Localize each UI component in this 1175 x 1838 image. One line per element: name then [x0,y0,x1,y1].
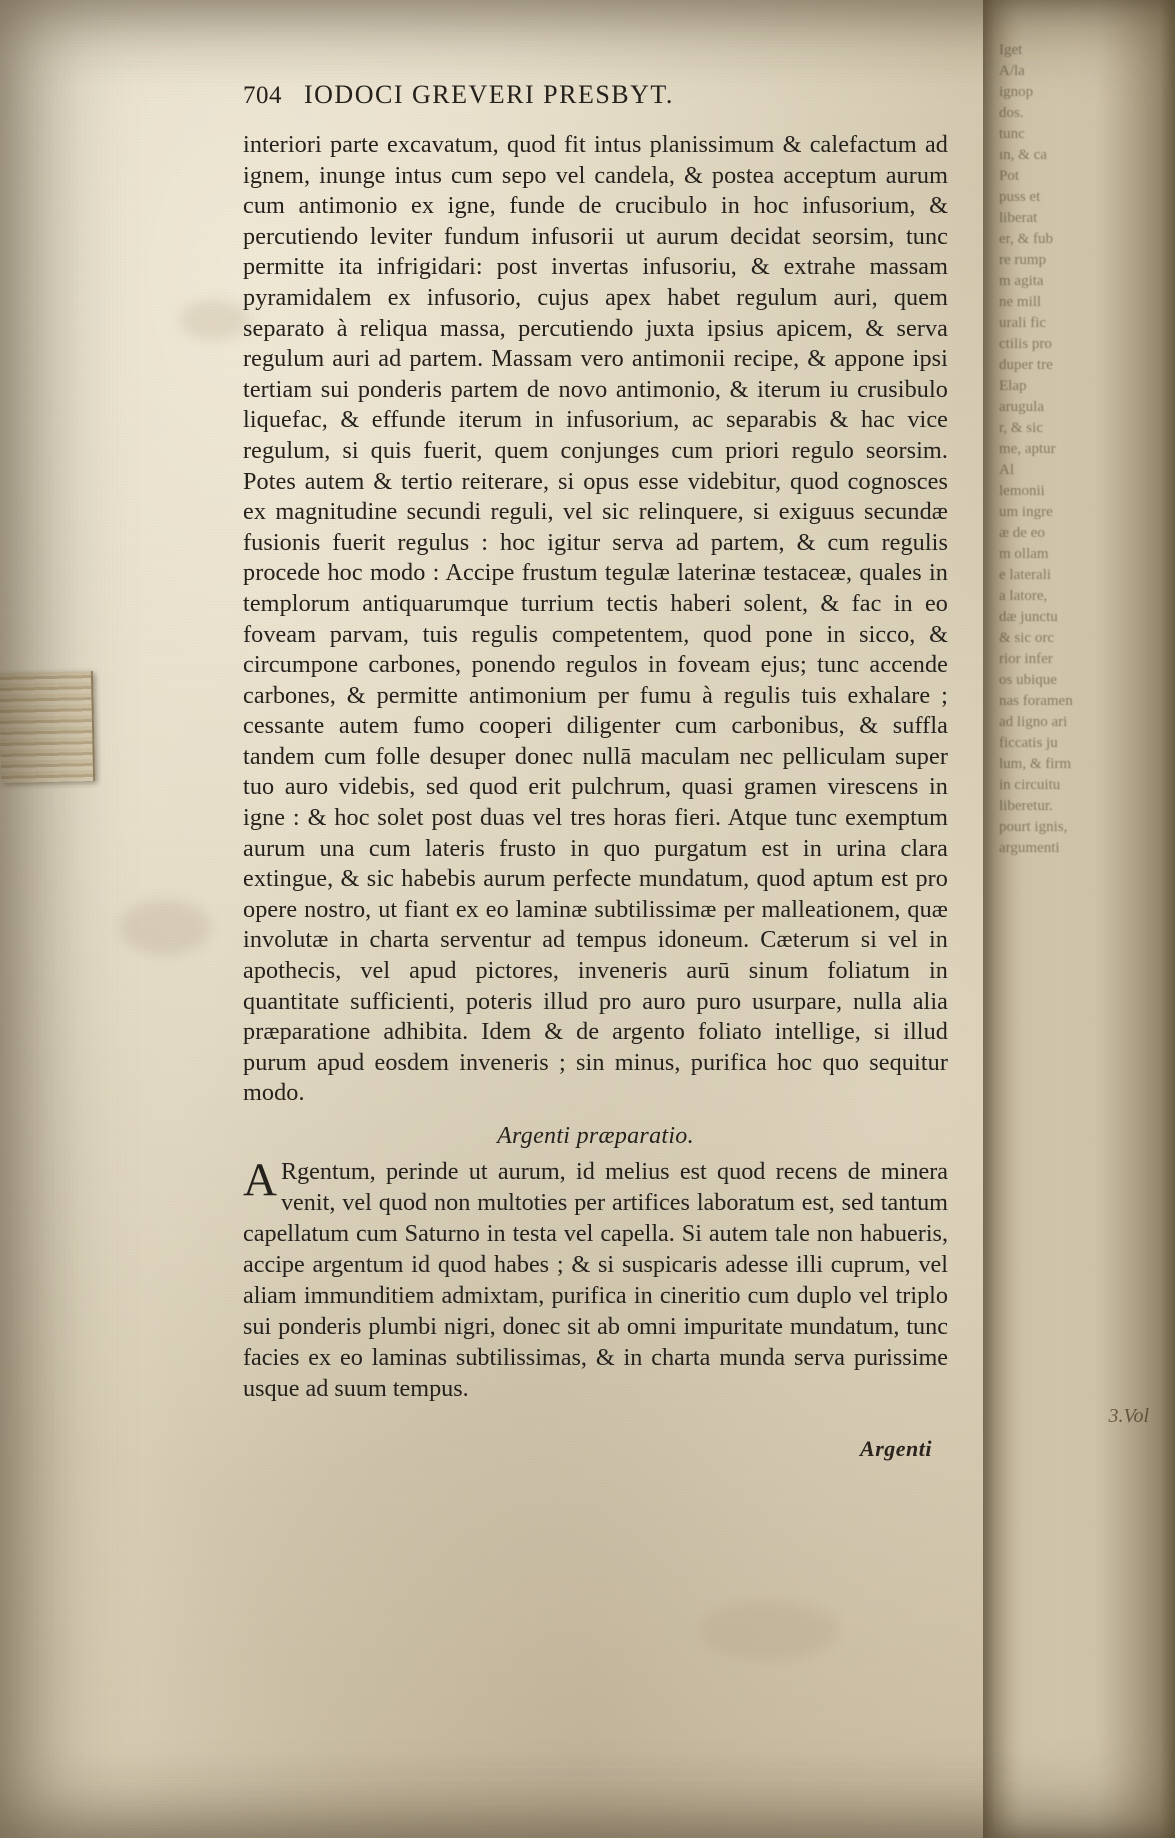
facing-line: argumenti [999,840,1060,856]
facing-line: er, & fub [999,231,1053,247]
facing-line: pourt ignis, [999,819,1068,835]
facing-line: Al [999,462,1014,478]
facing-line: e laterali [999,567,1052,583]
facing-line: ne mill [999,294,1042,310]
page-edge-fragment [0,671,95,783]
folio-number: 704 [243,82,282,109]
facing-line: puss et [999,189,1041,205]
facing-line: dæ junctu [999,609,1058,625]
facing-line: in circuitu [999,777,1061,793]
facing-line: & sic orc [999,630,1054,646]
facing-page-text [999,40,1167,859]
facing-line: Pot [999,168,1020,184]
facing-line: æ de eo [999,525,1045,541]
section-heading: Argenti præparatio. [497,1123,694,1149]
facing-line: ad ligno ari [999,714,1068,730]
facing-line: dos. [999,105,1024,121]
facing-line: lum, & firm [999,756,1072,772]
facing-line: re rump [999,252,1047,268]
facing-line: arugula [999,399,1044,415]
drop-cap: A [243,1154,277,1206]
facing-line: m agita [999,273,1044,289]
facing-line: ın, & ca [999,147,1047,163]
facing-line: rior infer [999,651,1053,667]
facing-line: ficcatis ju [999,735,1058,751]
running-title: IODOCI GREVERI PRESBYT. [304,80,674,109]
facing-line: r, & sic [999,420,1043,436]
facing-line: me, aptur [999,441,1056,457]
facing-page-catchword: 3.Vol [1108,1405,1149,1427]
facing-line: Iget [999,42,1023,58]
paper-stain [700,1600,840,1660]
facing-line: um ingre [999,504,1053,520]
facing-line: ignop [999,84,1034,100]
facing-line: m ollam [999,546,1049,562]
catchword: Argenti [860,1436,932,1461]
facing-line: liberat [999,210,1038,226]
section-body-text [243,1156,948,1404]
facing-line: urali fic [999,315,1047,331]
facing-line: liberetur. [999,798,1053,814]
facing-line: nas foramen [999,693,1073,709]
facing-line: duper tre [999,357,1053,373]
paper-stain [120,900,210,955]
facing-line: A/la [999,63,1025,79]
facing-line: ctilis pro [999,336,1052,352]
paragraph: Rgentum, perinde ut aurum, id melius est quod recens de minera venit, vel quod non multoties per artifices laboratum est, sed tantum capellatum cum Saturno in testa vel capella. Si autem tale non habueris, accipe argentum id quod habes ; & si suspicaris adesse illi cuprum, vel aliam immunditiem admixtam, purifica in cineritio cum duplo vel triplo sui ponderis plumbi nigri, donec sit ab omni impuritate mundatum, tunc facies ex eo laminas subtilissimas, & in charta munda serva purissime usque ad suum tempus. [243,1158,948,1402]
facing-line: tunc [999,126,1025,142]
text-column [243,80,948,1461]
facing-page [983,0,1175,1838]
facing-line: os ubique [999,672,1057,688]
paragraph: interiori parte excavatum, quod fit intus planissimum & calefactum ad ignem, inunge intus cum sepo vel candela, & postea acceptum aurum cum antimonio ex igne, funde de crucibulo in hoc infusorium, & percutiendo leviter fundum infusorii ut aurum decidat seorsim, tunc permitte ita infrigidari: post invertas infusoriu, & extrahe massam pyramidalem ex infusorio, cujus apex habet regulum auri, quem separato à reliqua massa, percutiendo juxta ipsius apicem, & serva regulum auri ad partem. Massam vero antimonii recipe, & appone ipsi tertiam sui ponderis partem de novo antimonio, & iterum iu crusibulo liquefac, & effunde iterum in infusorium, ac separabis & hac vice regulum, si quis fuerit, quem conjunges cum priori regulo seorsim. Potes autem & tertio reiterare, si opus esse videbitur, quod cognosces ex magnitudine secundi reguli, vel sic relinquere, si exiguus secundæ fusionis fuerit regulus : hoc igitur serva ad partem, & cum regulis procede hoc modo : Accipe frustum tegulæ laterinæ testaceæ, quales in templorum antiquarumque turrium tectis haberi solent, & fac in eo foveam parvam, tuis regulis competentem, quod pone in sicco, & circumpone carbones, ponendo regulos in foveam ejus; tunc accende carbones, & permitte antimonium per fumu à regulis tuis exhalare ; cessante autem fumo cooperi diligenter cum carbonibus, & suffla tandem cum folle desuper donec nullā maculam nec pelliculam super tuo auro videbis, sed quod erit pulchrum, quasi gramen virescens in igne : & hoc solet post duas vel tres horas fieri. Atque tunc exemptum aurum una cum lateris frusto in quo purgatum est in urina clara extingue, & sic habebis aurum perfecte mundatum, quod aptum est pro opere nostro, ut fiant ex eo laminæ subtilissimæ per malleationem, quæ involutæ in charta serventur ad tempus idoneum. Cæterum si vel in apothecis, vel apud pictores, inveneris aurū sinum foliatum in quantitate sufficienti, poteris illud pro auro puro usurpare, nulla alia præparatione adhibita. Idem & de argento foliato intellige, si illud purum apud eosdem inveneris ; sin minus, purifica hoc quo sequitur modo. [243,131,948,1107]
page-header [243,80,948,110]
facing-line: Elap [999,378,1027,394]
paper-stain [180,300,250,340]
facing-line: lemonii [999,483,1045,499]
main-body-text [243,130,948,1109]
facing-line: a latore, [999,588,1048,604]
